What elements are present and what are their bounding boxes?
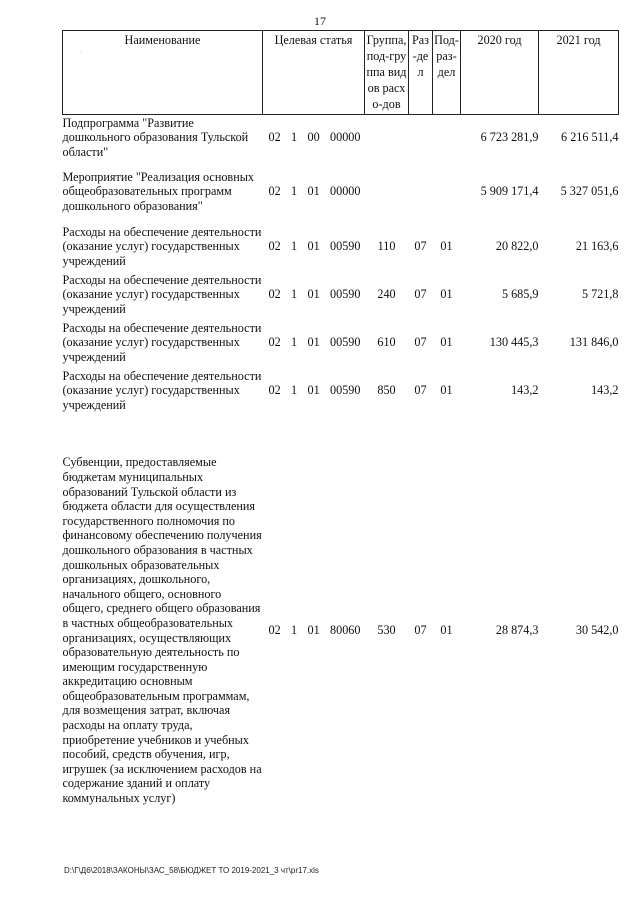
row-2021: 30 542,0 [575, 623, 619, 637]
row-target-code [263, 115, 365, 161]
target-event: 01 [307, 623, 320, 637]
row-subsection: 01 [440, 239, 453, 253]
target-event: 01 [307, 239, 320, 253]
spacer-cell [63, 415, 619, 451]
target-code-parts [263, 623, 365, 638]
row-name: Субвенции, предоставляемые бюджетам муниципальных образований Тульской области из бюджета области для осуществления государственного полномочия по финансовому обеспечению получения дошкольного образования в частных дошкольных образовательных организациях, дошкольного, начального общего, основного общего, среднего общего образования в частных общеобразовательных организациях, осуществляющих образовательную деятельность по имеющим государственную аккредитацию основным общеобразовательным программам, для возмещения затрат, включая расходы на оплату труда, приобретение учебников и учебных пособий, средств обучения, игр, игрушек (за исключением расходов на содержание зданий и оплату коммунальных услуг) [62, 455, 262, 806]
row-group: 110 [377, 239, 396, 253]
row-2020: 20 822,0 [495, 239, 539, 253]
target-event: 01 [307, 383, 320, 397]
target-direction: 00000 [330, 184, 361, 198]
header-section-text: Раз-дел [411, 33, 429, 79]
target-program: 02 [268, 623, 281, 637]
target-direction: 00590 [330, 383, 361, 397]
target-code-parts [263, 383, 365, 398]
table-row [63, 319, 619, 367]
row-section: 07 [414, 335, 427, 349]
target-subprogram: 1 [291, 184, 298, 198]
row-target-code [263, 271, 365, 319]
table-header-row [63, 31, 619, 115]
target-program: 02 [268, 239, 281, 253]
page-number: 17 [314, 14, 326, 28]
row-subsection [433, 161, 461, 223]
row-2021: 5 327 051,6 [560, 184, 619, 198]
target-subprogram: 1 [291, 623, 298, 637]
row-2021: 143,2 [591, 383, 619, 397]
row-subsection [433, 115, 461, 161]
header-2020: 2020 год [461, 31, 539, 115]
row-2020: 130 445,3 [489, 335, 539, 349]
row-subsection: 01 [440, 623, 453, 637]
row-name: Расходы на обеспечение деятельности (оказание услуг) государственных учреждений [62, 320, 262, 364]
target-direction: 00590 [330, 335, 361, 349]
table-row [63, 367, 619, 415]
header-group [365, 31, 409, 115]
target-code-parts [263, 287, 365, 302]
row-name: Расходы на обеспечение деятельности (оказание услуг) государственных учреждений [62, 368, 262, 412]
target-subprogram: 1 [291, 239, 298, 253]
row-2020: 28 874,3 [495, 623, 539, 637]
target-code-parts [263, 130, 365, 145]
target-subprogram: 1 [291, 383, 298, 397]
row-target-code [263, 367, 365, 415]
row-2021: 5 721,8 [581, 287, 619, 301]
header-subsection-text: Под-раз-дел [434, 33, 459, 79]
target-subprogram: 1 [291, 287, 298, 301]
row-name: Расходы на обеспечение деятельности (оказание услуг) государственных учреждений [62, 224, 262, 268]
row-group: 850 [377, 383, 396, 397]
header-mark: · [80, 50, 82, 56]
row-group: 610 [377, 335, 396, 349]
row-section: 07 [414, 239, 427, 253]
target-direction: 80060 [330, 623, 361, 637]
row-section [409, 115, 433, 161]
row-2020: 5 685,9 [501, 287, 539, 301]
row-2021: 131 846,0 [569, 335, 619, 349]
target-event: 01 [307, 335, 320, 349]
row-name: Подпрограмма "Развитие дошкольного образования Тульской области" [62, 115, 249, 160]
row-2021: 21 163,6 [575, 239, 619, 253]
header-subsection [433, 31, 461, 115]
target-program: 02 [268, 287, 281, 301]
row-target-code [263, 223, 365, 271]
target-subprogram: 1 [291, 130, 298, 145]
row-section: 07 [414, 383, 427, 397]
target-program: 02 [268, 130, 281, 145]
target-direction: 00590 [330, 239, 361, 253]
target-program: 02 [268, 184, 281, 198]
header-name: Наименование [63, 31, 263, 115]
target-code-parts [263, 239, 365, 254]
target-direction: 00590 [330, 287, 361, 301]
row-section: 07 [414, 287, 427, 301]
row-group [365, 115, 409, 161]
row-target-code [263, 161, 365, 223]
table-row [63, 451, 619, 811]
row-2020: 5 909 171,4 [480, 184, 539, 198]
row-section: 07 [414, 623, 427, 637]
target-program: 02 [268, 383, 281, 397]
header-2021: 2021 год [539, 31, 619, 115]
target-event: 01 [307, 184, 320, 198]
target-direction: 00000 [330, 130, 361, 145]
row-group: 530 [377, 623, 396, 637]
row-subsection: 01 [440, 287, 453, 301]
row-subsection: 01 [440, 383, 453, 397]
target-program: 02 [268, 335, 281, 349]
row-target-code [263, 451, 365, 811]
row-2020: 6 723 281,9 [480, 130, 539, 145]
header-section [409, 31, 433, 115]
table-row [63, 271, 619, 319]
row-name: Мероприятие "Реализация основных общеобразовательных программ дошкольного образования" [62, 169, 254, 213]
target-subprogram: 1 [291, 335, 298, 349]
spacer-row [63, 415, 619, 451]
budget-table [62, 30, 619, 811]
row-section [409, 161, 433, 223]
header-target: Целевая статья [263, 31, 365, 115]
row-name: Расходы на обеспечение деятельности (оказание услуг) государственных учреждений [62, 272, 262, 316]
row-subsection: 01 [440, 335, 453, 349]
file-path-footer: D:\Г\Д6\2018\ЗАКОНЫ\ЗАС_58\БЮДЖЕТ ТО 2019-2021_3 чт\pr17.xls [64, 866, 319, 875]
table-row [63, 115, 619, 161]
target-event: 01 [307, 287, 320, 301]
row-group: 240 [377, 287, 396, 301]
target-code-parts [263, 184, 365, 199]
table-row [63, 223, 619, 271]
target-event: 00 [307, 130, 320, 145]
header-group-text: Группа, под-группа видов расхо-дов [366, 33, 407, 111]
row-target-code [263, 319, 365, 367]
row-group [365, 161, 409, 223]
row-2020: 143,2 [511, 383, 539, 397]
table-row [63, 161, 619, 223]
row-2021: 6 216 511,4 [561, 130, 619, 145]
target-code-parts [263, 335, 365, 350]
